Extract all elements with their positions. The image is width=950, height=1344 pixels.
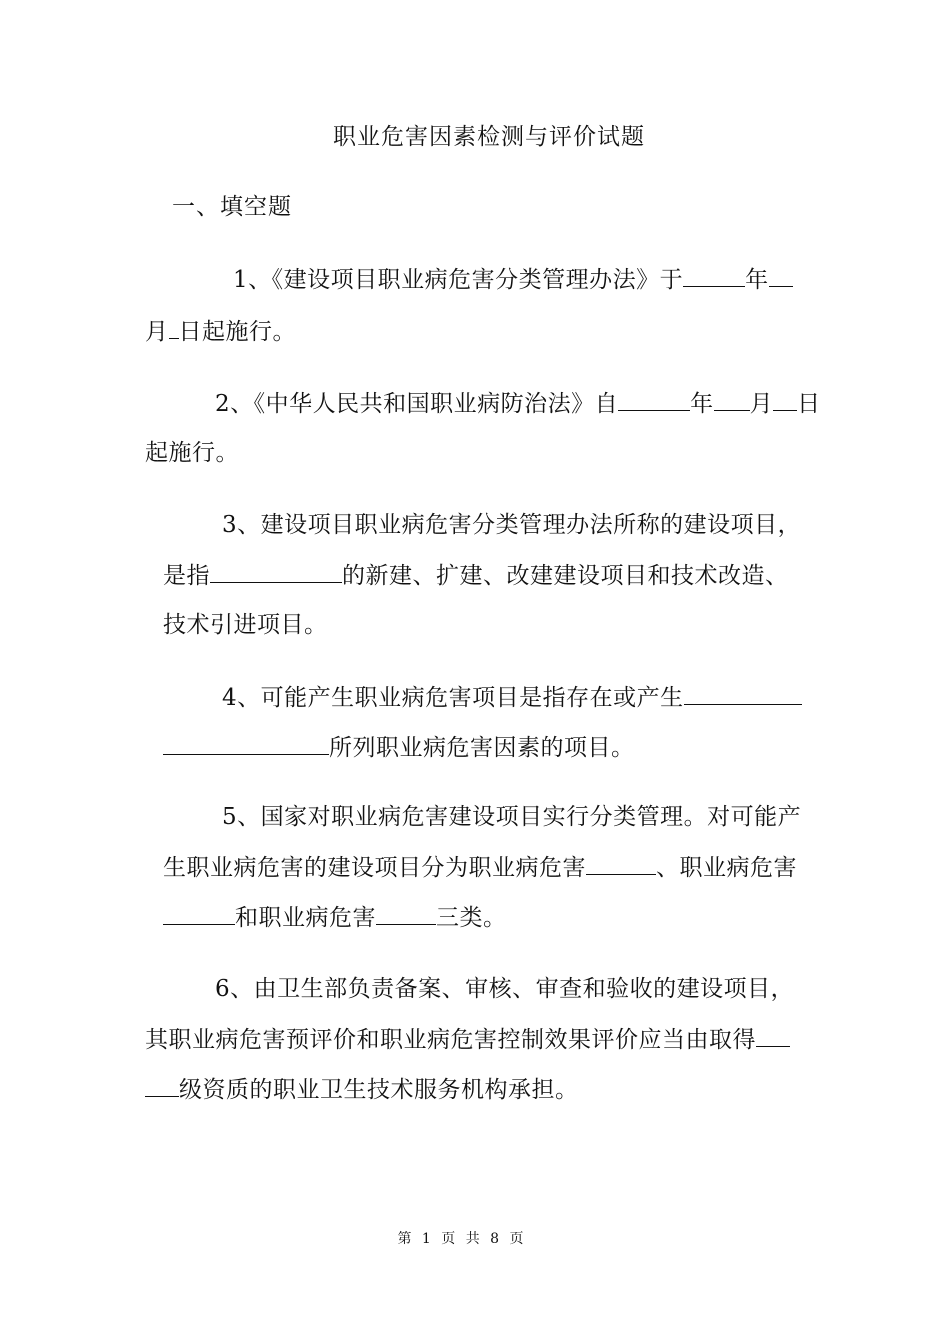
answer-blank bbox=[618, 388, 690, 411]
answer-blank bbox=[169, 316, 179, 339]
question-6-text: 其职业病危害预评价和职业病危害控制效果评价应当由取得 bbox=[145, 1027, 756, 1053]
question-2-day: 日 bbox=[797, 391, 821, 417]
question-6-end: 级资质的职业卫生技术服务机构承担。 bbox=[179, 1077, 579, 1103]
question-2-text: 2、《中华人民共和国职业病防治法》自 bbox=[215, 391, 619, 417]
question-5-text-b: 、职业病危害 bbox=[656, 855, 797, 881]
answer-blank bbox=[683, 264, 745, 287]
question-6-line-2 bbox=[145, 1024, 790, 1055]
answer-blank bbox=[756, 1024, 790, 1047]
answer-blank bbox=[684, 682, 802, 705]
answer-blank bbox=[376, 902, 436, 925]
question-1-line-1 bbox=[233, 264, 793, 295]
question-3-line-1: 3、建设项目职业病危害分类管理办法所称的建设项目， bbox=[222, 512, 802, 538]
answer-blank bbox=[163, 732, 329, 755]
question-3-text-a: 是指 bbox=[163, 563, 210, 589]
question-5-text-a: 生职业病危害的建设项目分为职业病危害 bbox=[163, 855, 586, 881]
answer-blank bbox=[586, 852, 656, 875]
question-4-line-2 bbox=[163, 732, 635, 763]
question-2-line-1 bbox=[215, 388, 821, 419]
question-6-line-3 bbox=[145, 1074, 579, 1105]
question-3-text-b: 的新建、扩建、改建建设项目和技术改造、 bbox=[342, 563, 789, 589]
question-1-end: 日起施行。 bbox=[178, 319, 296, 345]
answer-blank bbox=[210, 560, 342, 583]
question-5-line-1: 5、国家对职业病危害建设项目实行分类管理。对可能产 bbox=[222, 804, 802, 830]
answer-blank bbox=[714, 388, 750, 411]
question-3-line-3: 技术引进项目。 bbox=[163, 612, 328, 638]
question-4-text: 4、可能产生职业病危害项目是指存在或产生 bbox=[222, 685, 684, 711]
answer-blank bbox=[773, 388, 797, 411]
question-2-year: 年 bbox=[690, 391, 714, 417]
question-4-end: 所列职业病危害因素的项目。 bbox=[329, 735, 635, 761]
page-footer: 第 1 页 共 8 页 bbox=[397, 1231, 527, 1247]
question-3-line-2 bbox=[163, 560, 789, 591]
question-5-text-c: 和职业病危害 bbox=[235, 905, 376, 931]
document-title: 职业危害因素检测与评价试题 bbox=[333, 124, 645, 150]
section-heading: 一、填空题 bbox=[172, 194, 292, 220]
question-5-line-2 bbox=[163, 852, 797, 883]
question-1-text: 1、《建设项目职业病危害分类管理办法》于 bbox=[233, 267, 684, 293]
question-1-line-2 bbox=[145, 316, 296, 347]
question-1-year: 年 bbox=[745, 267, 769, 293]
question-2-month: 月 bbox=[749, 391, 774, 417]
question-4-line-1 bbox=[222, 682, 802, 713]
answer-blank bbox=[769, 264, 793, 287]
question-2-line-2 bbox=[145, 438, 239, 468]
answer-blank bbox=[163, 902, 235, 925]
question-1-month: 月 bbox=[145, 319, 169, 345]
question-2-end: 起施行。 bbox=[145, 440, 239, 466]
question-6-line-1: 6、由卫生部负责备案、审核、审查和验收的建设项目， bbox=[215, 976, 795, 1002]
question-5-line-3 bbox=[163, 902, 507, 933]
question-5-text-d: 三类。 bbox=[436, 905, 507, 931]
answer-blank bbox=[145, 1074, 179, 1097]
